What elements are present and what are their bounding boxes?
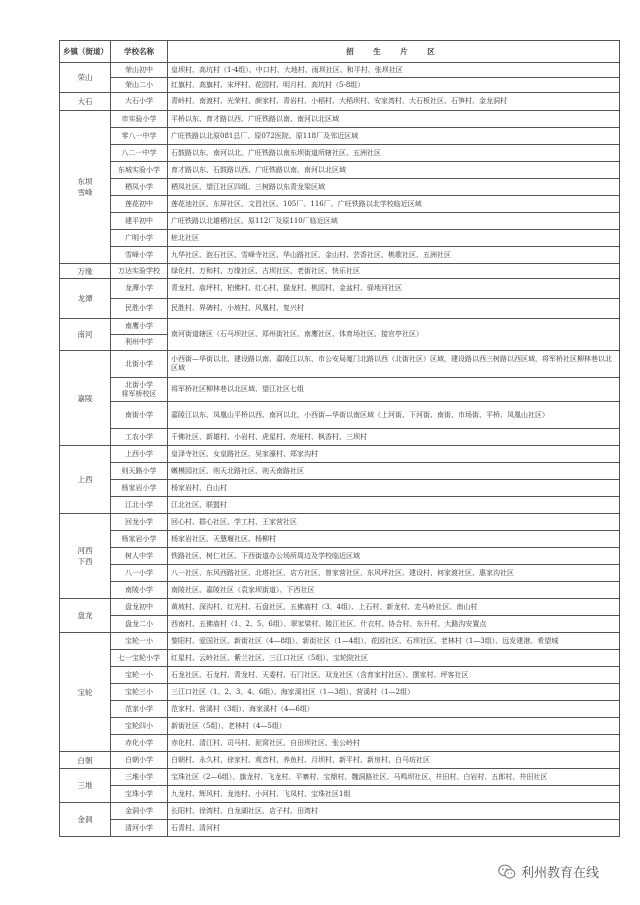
table-row	[60, 299, 620, 319]
table-row	[60, 701, 620, 718]
header-school: 学校名称	[111, 41, 168, 63]
school-cell: 江北小学	[111, 497, 168, 514]
table-row	[60, 616, 620, 633]
town-cell: 万缘	[60, 264, 111, 279]
table-row	[60, 803, 620, 820]
table-row	[60, 531, 620, 548]
area-cell: 宝珠社区（2—6组）、旗龙村、飞龙村、平寨村、宝鼎村、魏洞路社区、马鸣坝社区、井田村、白岩村、五郎村、井田社区	[168, 769, 620, 786]
area-cell: 小西街—华街以北、建设路以南、嘉陵江以东、市公安局厦门北路以西（北街社区）区域，建设路以西三树路以西区域，将军桥社区柳林巷以北区域	[168, 351, 620, 378]
school-cell: 三堆小学	[111, 769, 168, 786]
table-row	[60, 548, 620, 565]
area-cell: 八一社区、东风西路社区、北塔社区、店方社区、曾家营社区、东风坪社区、建设村、何家渡社区、惠家沟社区	[168, 565, 620, 582]
school-cell: 零八一中学	[111, 128, 168, 145]
table-row	[60, 429, 620, 446]
table-row	[60, 480, 620, 497]
table-row	[60, 735, 620, 752]
school-cell: 宝轮三小	[111, 684, 168, 701]
school-cell: 东城实验小学	[111, 162, 168, 179]
area-cell: 江北社区、联盟村	[168, 497, 620, 514]
school-cell: 回龙小学	[111, 514, 168, 531]
school-cell: 雪峰小学	[111, 247, 168, 264]
area-cell: 杨家岩社区、天慧堰社区、杨柳村	[168, 531, 620, 548]
school-cell: 上西小学	[111, 446, 168, 463]
table-row	[60, 247, 620, 264]
table-row	[60, 279, 620, 299]
town-cell: 宝轮	[60, 633, 111, 752]
table-row	[60, 213, 620, 230]
school-cell: 则天路小学	[111, 463, 168, 480]
town-cell: 荣山	[60, 63, 111, 93]
school-cell: 七一宝轮小学	[111, 650, 168, 667]
school-cell: 范家小学	[111, 701, 168, 718]
table-row	[60, 582, 620, 599]
header-area: 招 生 片 区	[168, 41, 620, 63]
area-cell: 黎阳村、爱国社区、新街社区（4—8组）、新街社区（1—4组）、花园社区、石坝社区、老林村（1—3组）、远发建港、希望城	[168, 633, 620, 650]
town-cell: 上西	[60, 446, 111, 514]
table-row	[60, 820, 620, 837]
area-cell: 九龙村、辉风村、龙池村、小河村、飞凤村、宝珠社区1组	[168, 786, 620, 803]
table-row	[60, 63, 620, 78]
area-cell: 长阳村、徐湾村、白龙湖社区、店子村、田湾村	[168, 803, 620, 820]
table-row	[60, 514, 620, 531]
area-cell: 嘉陵江以东、凤凰山平桥以西、南河以北，小西街—华街以南区域（上河街、下河街、南街、市场街、平桥、凤凰山社区）	[168, 402, 620, 429]
area-cell: 青龙村、庙坪村、柏佛村、红心村、猫龙村、桃园村、金盆村、驿地河社区	[168, 279, 620, 299]
school-cell: 宝轮一小	[111, 633, 168, 650]
area-cell: 育才路以东、石鼓路以西、广旺铁路以南、南河以北区域	[168, 162, 620, 179]
watermark	[498, 862, 599, 881]
town-cell: 嘉陵	[60, 351, 111, 446]
table-row	[60, 497, 620, 514]
school-cell: 南陵小学	[111, 582, 168, 599]
area-cell: 皇坝村、高坑村（1-4组）、中口村、大地村、雨坝社区、和平村、张坝社区	[168, 63, 620, 78]
school-cell: 广明小学	[111, 230, 168, 247]
area-cell: 广旺铁路以北雄栖社区、原112厂及原110厂临近区域	[168, 213, 620, 230]
area-cell: 回心村、群心社区、学工村、王家营社区	[168, 514, 620, 531]
area-cell: 民胜村、界碑村、小坡村、风凰村、复兴村	[168, 299, 620, 319]
watermark-text: 利州教育在线	[521, 866, 600, 881]
table-row	[60, 230, 620, 247]
school-cell: 万达实验学校	[111, 264, 168, 279]
table-row	[60, 402, 620, 429]
table-row	[60, 162, 620, 179]
area-cell: 南河街道辖区（石马坝社区、郑州街社区、南鹰社区、体育场社区、接官亭社区）	[168, 319, 620, 351]
school-cell: 工农小学	[111, 429, 168, 446]
school-cell: 龙潭小学	[111, 279, 168, 299]
school-cell: 清河小学	[111, 820, 168, 837]
town-cell: 河西 下西	[60, 514, 111, 599]
table-row	[60, 111, 620, 128]
school-cell: 南鹰小学	[111, 319, 168, 335]
area-cell: 三江口社区（1、2、3、4、6组）、海家溪社区（1—3组）、营溪村（1—2组）	[168, 684, 620, 701]
table-row	[60, 378, 620, 402]
table-row	[60, 351, 620, 378]
area-cell: 赤化村、清江村、司马村、泥窝社区、自田坝社区、张公岭村	[168, 735, 620, 752]
area-cell: 黄坡村、深沟村、红光村、石盘社区、五佛庙村（3、4组）、上石村、新龙村、走马岭社区、南山村	[168, 599, 620, 616]
school-cell: 南街小学	[111, 402, 168, 429]
table-row	[60, 599, 620, 616]
table-row	[60, 145, 620, 162]
town-cell: 盘龙	[60, 599, 111, 633]
area-cell: 桩北社区	[168, 230, 620, 247]
school-cell: 盘龙初中	[111, 599, 168, 616]
wechat-icon	[498, 864, 516, 880]
town-cell: 三堆	[60, 769, 111, 803]
table-row	[60, 633, 620, 650]
school-cell: 市实验小学	[111, 111, 168, 128]
school-cell: 宝轮四小	[111, 718, 168, 735]
table-row	[60, 93, 620, 111]
table-row	[60, 179, 620, 196]
school-cell: 白朝小学	[111, 752, 168, 769]
area-cell: 将军桥社区柳林巷以北区域、望江社区七组	[168, 378, 620, 402]
school-cell: 栖凤小学	[111, 179, 168, 196]
table-row	[60, 319, 620, 335]
area-cell: 红星村、云岭社区、紫兰社区、三江口社区（5组）、宝轮院社区	[168, 650, 620, 667]
town-cell: 大石	[60, 93, 111, 111]
area-cell: 南陵社区、嘉陵社区（袁家坝街道）、下西社区	[168, 582, 620, 599]
school-cell: 八一小学	[111, 565, 168, 582]
town-cell: 东坝 雪峰	[60, 111, 111, 264]
area-cell: 广旺铁路以北原081总厂、原072医院、原118厂及邻近区域	[168, 128, 620, 145]
school-cell: 莲花初中	[111, 196, 168, 213]
table-row	[60, 684, 620, 701]
area-cell: 千佛社区、新雄村、小岩村、虎星村、亮垭村、枫香村、三坝村	[168, 429, 620, 446]
table-row	[60, 463, 620, 480]
town-cell: 金洞	[60, 803, 111, 837]
table-row	[60, 78, 620, 93]
school-cell: 荣山初中	[111, 63, 168, 78]
table-row	[60, 769, 620, 786]
table-row	[60, 128, 620, 145]
table-row	[60, 446, 620, 463]
enrollment-zone-table	[59, 40, 620, 837]
area-cell: 白朝村、永久村、徐家村、观音村、养鱼村、月坝村、新平村、新房村、白马坊社区	[168, 752, 620, 769]
area-cell: 红旗村、高旗村、宋坪村、花园村、明月村、高坑村（5-8组）	[168, 78, 620, 93]
table-row	[60, 196, 620, 213]
area-cell: 莲花池社区、东屏社区、文昌社区、105厂、116厂、广旺铁路以北学校临近区域	[168, 196, 620, 213]
school-cell: 杨家岩小学	[111, 480, 168, 497]
area-cell: 青岭村、南渡村、光荣村、颜家村、青岩村、小稻村、大稻坝村、安家湾村、大石板社区、石笋村、金龙洞村	[168, 93, 620, 111]
table-row	[60, 264, 620, 279]
area-cell: 嫩模园社区、则天北路社区、则天南路社区	[168, 463, 620, 480]
area-cell: 皇泽寺社区、女皇路社区、吴家濠村、郑家沟村	[168, 446, 620, 463]
school-cell: 树人中学	[111, 548, 168, 565]
school-cell: 北街小学	[111, 351, 168, 378]
table-row	[60, 752, 620, 769]
table-header-row	[60, 41, 620, 63]
school-cell: 利州中学	[111, 335, 168, 351]
school-cell: 赤化小学	[111, 735, 168, 752]
area-cell: 平桥以东、育才路以西、广旺铁路以南、南河以北区域	[168, 111, 620, 128]
area-cell: 栖凤社区、望江社区四组、三树路以东青龙梁区域	[168, 179, 620, 196]
area-cell: 石鼓路以东、南河以北、广旺铁路以南东坝街道所辖社区、五洲社区	[168, 145, 620, 162]
school-cell: 宝珠小学	[111, 786, 168, 803]
header-town: 乡镇（街道）	[60, 41, 111, 63]
table-row	[60, 718, 620, 735]
town-cell: 龙潭	[60, 279, 111, 319]
school-cell: 杨家岩小学	[111, 531, 168, 548]
area-cell: 九华社区、泡石社区、雪峰寺社区、华山路社区、金山村、芸香社区、桃歌社区、五洲社区	[168, 247, 620, 264]
school-cell: 金洞小学	[111, 803, 168, 820]
school-cell: 建平初中	[111, 213, 168, 230]
town-cell: 南河	[60, 319, 111, 351]
area-cell: 西南村、五佛庙村（1、2、5、6组）、翠家梁村、陵江社区、什衣村、协合村、东升村、大路沟安置点	[168, 616, 620, 633]
area-cell: 范家村、营溪村（3组）、海家溪村（4—6组）	[168, 701, 620, 718]
table-row	[60, 650, 620, 667]
school-cell: 荣山二小	[111, 78, 168, 93]
area-cell: 绿化村、万和村、万缘社区、古坝社区、老街社区、快乐社区	[168, 264, 620, 279]
table-row	[60, 786, 620, 803]
area-cell: 石龙社区、石龙村、青龙村、天委村、石门社区、双龙社区（含育家村社区）、摆家村、坪客社区	[168, 667, 620, 684]
area-cell: 新街社区（5组）、老林村（4—5组）	[168, 718, 620, 735]
school-cell: 大石小学	[111, 93, 168, 111]
area-cell: 铁路社区、树仁社区、下西街道办公场所周边及学校临近区域	[168, 548, 620, 565]
table-row	[60, 667, 620, 684]
area-cell: 石青村、清河村	[168, 820, 620, 837]
school-cell: 宝轮一小	[111, 667, 168, 684]
town-cell: 白朝	[60, 752, 111, 769]
school-cell: 民胜小学	[111, 299, 168, 319]
school-cell: 盘龙二小	[111, 616, 168, 633]
area-cell: 杨家岩村、白山村	[168, 480, 620, 497]
table-row	[60, 565, 620, 582]
school-cell: 八二一中学	[111, 145, 168, 162]
school-cell: 北街小学 将军桥校区	[111, 378, 168, 402]
